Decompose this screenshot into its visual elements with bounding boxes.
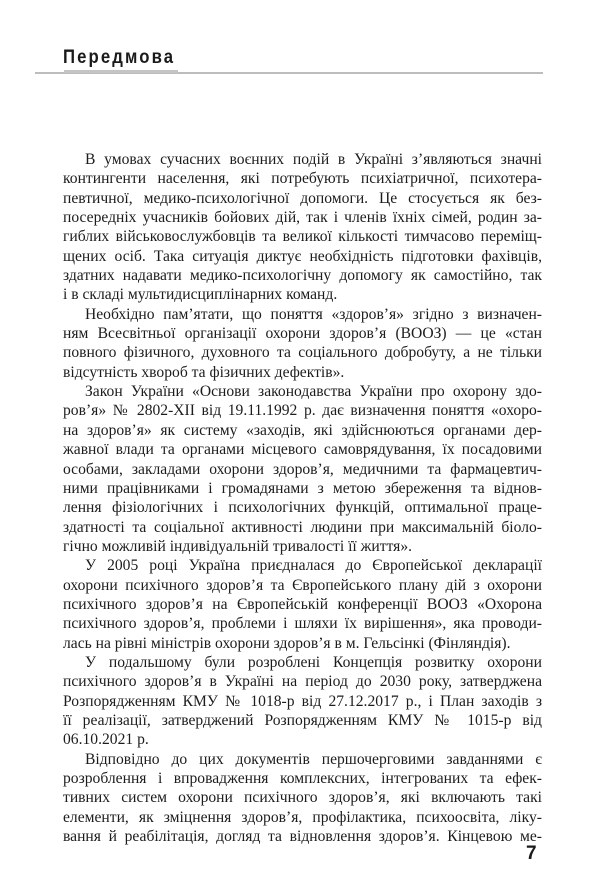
text-line: щених осіб. Така ситуація диктує необхідність підготовки фахівців, [63, 247, 542, 265]
text-line: на здоров’я» як систему «заходів, які здійснюються органами дер- [63, 421, 542, 439]
text-line: лення фізіологічних і психологічних функцій, оптимальної праце- [63, 499, 542, 517]
text-line: контингенти населення, які потребують психіатричної, психотера- [63, 170, 542, 188]
paragraph [63, 305, 542, 382]
paragraph [63, 150, 542, 305]
text-line: психічного здоров’я в Україні на період до 2030 року, затверджена [63, 673, 542, 691]
paragraph [63, 653, 542, 750]
text-line: повного фізичного, духовного та соціального добробуту, а не тільки [63, 344, 542, 362]
text-line: певтичної, медико-психологічної допомоги. Це стосується як без- [63, 189, 542, 207]
text-line: ням Всесвітньої організації охорони здоров’я (ВООЗ) — це «стан [63, 325, 542, 343]
text-line: В умовах сучасних воєнних подій в Україні з’являються значні [85, 151, 542, 168]
body-text [63, 150, 542, 846]
text-line: Необхідно пам’ятати, що поняття «здоров’я» згідно з визначен- [85, 305, 542, 323]
text-line: її реалізації, затверджений Розпорядженням КМУ № 1015-р від [63, 711, 542, 729]
paragraph [63, 556, 542, 653]
paragraph [63, 750, 542, 847]
text-line: Розпорядженням КМУ № 1018-р від 27.12.2017 р., і План заходів з [63, 692, 542, 710]
text-line: жавної влади та органами місцевого самоврядування, їх посадовими [63, 441, 542, 459]
paragraph [63, 382, 542, 556]
page-number: 7 [526, 843, 537, 864]
text-line: ров’я» № 2802-ХІІ від 19.11.1992 р. дає визначення поняття «охоро- [63, 402, 542, 420]
text-line: охорони психічного здоров’я та Європейського плану дій з охорони [63, 576, 542, 594]
page-title: Передмова [63, 47, 176, 68]
text-line: елементи, як зміцнення здоров’я, профілактика, психоосвіта, ліку- [63, 808, 542, 826]
text-line: психічного здоров’я, проблеми і шляхи їх вирішення», яка проводи- [63, 615, 542, 633]
text-line: У подальшому були розроблені Концепція розвитку охорони [85, 653, 542, 671]
text-line: особами, закладами охорони здоров’я, медичними та фармацевтич- [63, 460, 542, 478]
text-line: вання й реабілітація, догляд та відновлення здоров’я. Кінцевою ме- [63, 828, 542, 846]
text-line: гиблих військовослужбовців та великої кількості тимчасово переміщ- [63, 228, 542, 246]
text-line: гічно можливій індивідуальній тривалості її життя». [63, 537, 413, 555]
text-line: посередніх учасників бойових дій, так і членів їхніх сімей, родин за- [63, 209, 542, 227]
text-line: ними працівниками і громадянами з метою збереження та віднов- [63, 479, 542, 497]
text-line: 06.10.2021 р. [63, 731, 149, 749]
text-line: лась на рівні міністрів охорони здоров’я в м. Гельсінкі (Фінляндія). [63, 634, 511, 652]
text-line: здатності та соціальної активності людини при максимальній біоло- [63, 518, 542, 536]
text-line: Закон України «Основи законодавства України про охорону здо- [85, 383, 542, 401]
text-line: і в складі мультидисциплінарних команд. [63, 286, 338, 304]
text-line: У 2005 році Україна приєдналася до Європейської декларації [85, 557, 542, 575]
text-line: Відповідно до цих документів першочерговими завданнями є [85, 750, 542, 768]
text-line: відсутність хвороб та фізичних дефектів». [63, 363, 345, 381]
title-underline-accent [64, 70, 178, 73]
text-line: тивних систем охорони психічного здоров’я, які включають такі [63, 789, 542, 807]
text-line: психічного здоров’я на Європейській конференції ВООЗ «Охорона [63, 595, 542, 613]
text-line: розроблення і впровадження комплексних, інтегрованих та ефек- [63, 770, 542, 787]
text-line: здатних надавати медико-психологічну допомогу як самостійно, так [63, 267, 542, 285]
